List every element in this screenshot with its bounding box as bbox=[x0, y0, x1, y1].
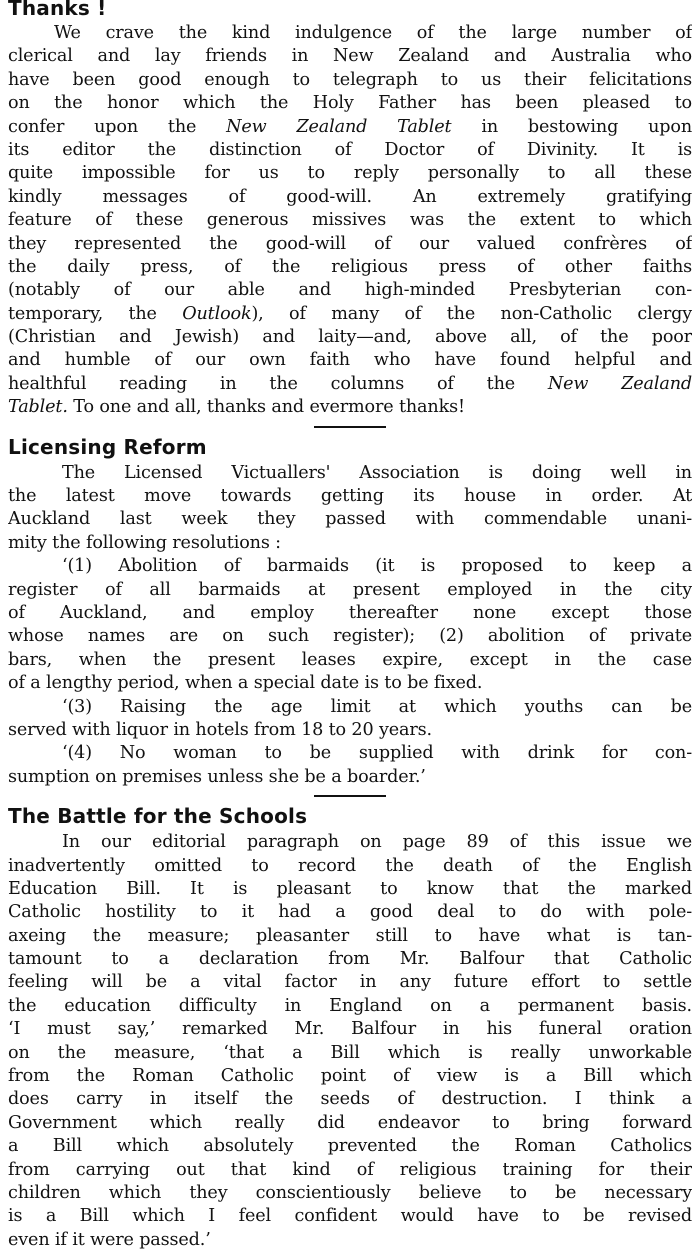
thanks-line: feature of these generous missives was the extent to which bbox=[8, 210, 692, 231]
licensing-line: ‘(1) Abolition of barmaids (it is proposed to keep a bbox=[62, 556, 692, 577]
schools-line: Education Bill. It is pleasant to know that the marked bbox=[8, 878, 692, 899]
schools-line: children which they conscientiously believe to be necessary bbox=[8, 1182, 692, 1203]
thanks-line-text: healthful reading in the columns of the bbox=[8, 373, 548, 394]
thanks-line: have been good enough to telegraph to us their felicitations bbox=[8, 69, 692, 90]
schools-line: tamount to a declaration from Mr. Balfour that Catholic bbox=[8, 949, 692, 970]
licensing-line: ‘(4) No woman to be supplied with drink for con- bbox=[62, 743, 692, 764]
thanks-line: quite impossible for us to reply personally to all these bbox=[8, 163, 692, 184]
thanks-line-text: ), of many of the non-Catholic clergy bbox=[251, 303, 692, 324]
thanks-line-text: in bestowing upon bbox=[451, 116, 692, 137]
licensing-line: Auckland last week they passed with commendable unani- bbox=[8, 509, 692, 530]
thanks-line bbox=[8, 396, 692, 419]
section-heading-thanks: Thanks ! bbox=[8, 0, 107, 20]
section-divider bbox=[314, 795, 386, 797]
publication-title: Tablet. bbox=[8, 397, 68, 418]
schools-line: In our editorial paragraph on page 89 of this issue we bbox=[62, 832, 692, 853]
schools-line: axeing the measure; pleasanter still to have what is tan- bbox=[8, 925, 692, 946]
publication-title: New Zealand Tablet bbox=[226, 116, 452, 137]
schools-line: feeling will be a vital factor in any future effort to settle bbox=[8, 972, 692, 993]
thanks-line bbox=[8, 303, 692, 326]
thanks-line bbox=[8, 116, 692, 139]
section-heading-battle-for-schools: The Battle for the Schools bbox=[8, 804, 308, 829]
schools-line: from the Roman Catholic point of view is a Bill which bbox=[8, 1066, 692, 1087]
licensing-line: of Auckland, and employ thereafter none except those bbox=[8, 602, 692, 623]
thanks-line: clerical and lay friends in New Zealand and Australia who bbox=[8, 46, 692, 67]
licensing-line: served with liquor in hotels from 18 to 20 years. bbox=[8, 719, 432, 740]
schools-line: Government which really did endeavor to bring forward bbox=[8, 1112, 692, 1133]
licensing-line: ‘(3) Raising the age limit at which youths can be bbox=[62, 696, 692, 717]
schools-line: Catholic hostility to it had a good deal to do with pole- bbox=[8, 902, 692, 923]
thanks-line-text: temporary, the bbox=[8, 303, 183, 324]
schools-line: inadvertently omitted to record the death of the English bbox=[8, 855, 692, 876]
licensing-line: The Licensed Victuallers' Association is doing well in bbox=[62, 462, 692, 483]
thanks-line: they represented the good-will of our valued confrères of bbox=[8, 233, 692, 254]
publication-title: Outlook bbox=[182, 303, 252, 324]
section-heading-licensing-reform: Licensing Reform bbox=[8, 434, 207, 459]
thanks-line: its editor the distinction of Doctor of Divinity. It is bbox=[8, 139, 692, 160]
licensing-line: register of all barmaids at present employed in the city bbox=[8, 579, 692, 600]
licensing-line: the latest move towards getting its house in order. At bbox=[8, 486, 692, 507]
thanks-line: We crave the kind indulgence of the large number of bbox=[54, 23, 692, 43]
licensing-line: whose names are on such register); (2) abolition of private bbox=[8, 626, 692, 647]
thanks-line: the daily press, of the religious press of other faiths bbox=[8, 256, 692, 277]
schools-line: does carry in itself the seeds of destruction. I think a bbox=[8, 1089, 692, 1110]
thanks-line: on the honor which the Holy Father has been pleased to bbox=[8, 93, 692, 114]
licensing-line: bars, when the present leases expire, except in the case bbox=[8, 649, 692, 670]
licensing-line: of a lengthy period, when a special date is to be fixed. bbox=[8, 673, 483, 694]
licensing-line: mity the following resolutions : bbox=[8, 532, 281, 553]
thanks-line: kindly messages of good-will. An extremely gratifying bbox=[8, 186, 692, 207]
thanks-line-text: To one and all, thanks and evermore thanks! bbox=[67, 397, 465, 418]
thanks-line bbox=[8, 373, 692, 396]
thanks-line: and humble of our own faith who have found helpful and bbox=[8, 350, 692, 371]
schools-line: on the measure, ‘that a Bill which is really unworkable bbox=[8, 1042, 692, 1063]
thanks-line: (Christian and Jewish) and laity—and, above all, of the poor bbox=[8, 327, 692, 348]
thanks-line: (notably of our able and high-minded Presbyterian con- bbox=[8, 280, 692, 301]
schools-line: ‘I must say,’ remarked Mr. Balfour in his funeral oration bbox=[8, 1019, 692, 1040]
section-divider bbox=[314, 426, 386, 428]
publication-title: New Zealand bbox=[547, 373, 692, 394]
schools-line: a Bill which absolutely prevented the Roman Catholics bbox=[8, 1136, 692, 1157]
schools-line: the education difficulty in England on a permanent basis. bbox=[8, 995, 692, 1016]
schools-line: from carrying out that kind of religious training for their bbox=[8, 1159, 692, 1180]
thanks-line-text: confer upon the bbox=[8, 116, 227, 137]
schools-line: even if it were passed.’ bbox=[8, 1229, 211, 1250]
licensing-line: sumption on premises unless she be a boarder.’ bbox=[8, 766, 426, 787]
schools-line: is a Bill which I feel confident would have to be revised bbox=[8, 1206, 692, 1227]
